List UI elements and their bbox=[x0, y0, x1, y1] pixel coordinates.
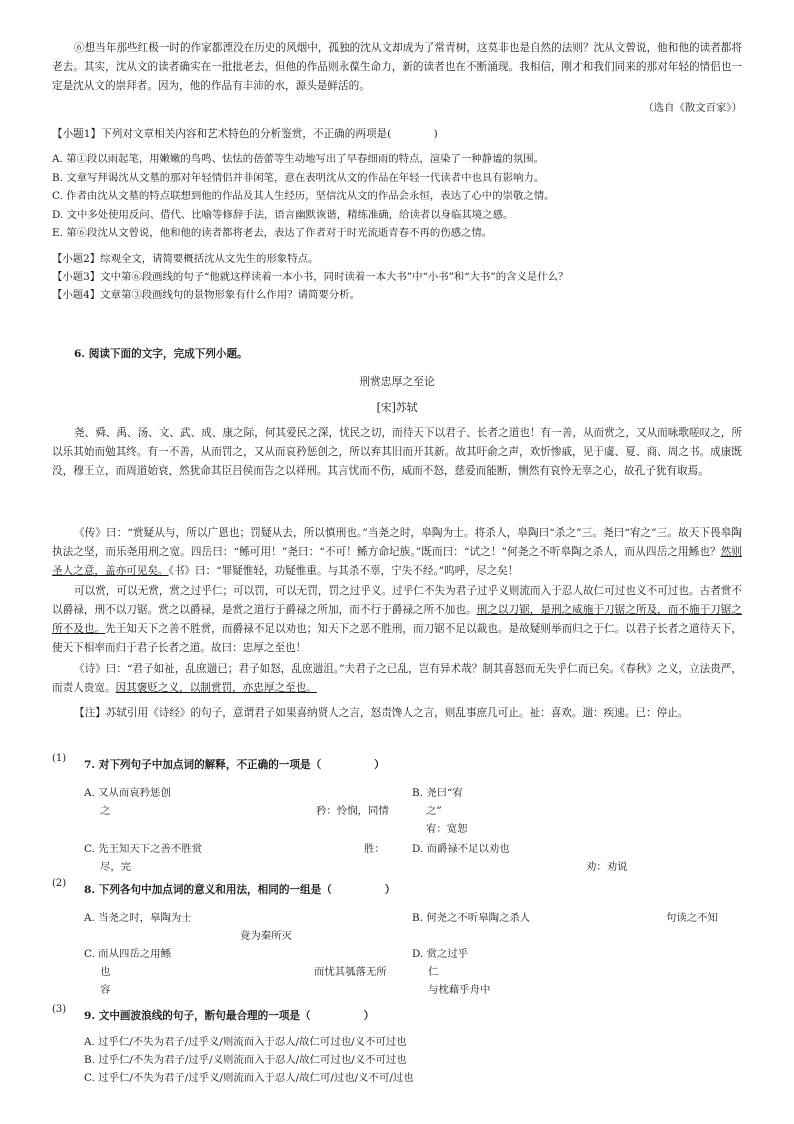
q4-stem: 【小题4】文章第③段画线句的景物形象有什么作用？请简要分析。 bbox=[52, 289, 360, 301]
q7-option-a-line2: 之 bbox=[100, 805, 111, 817]
q8-option-a[interactable]: A. 当尧之时，皋陶为士 bbox=[84, 912, 192, 924]
q8-option-c-pair: 而忧其瓠落无所 bbox=[314, 966, 387, 978]
q8-number: (2) bbox=[52, 878, 67, 889]
q7-option-a-gloss: 矜：怜悯，同情 bbox=[316, 805, 389, 817]
q1-option-d: D. 文中多处使用反问、借代、比喻等修辞手法，语言幽默诙谐，精练准确，给读者以身临其境之感。 bbox=[52, 209, 514, 221]
q8-option-a-pair: 竟为秦所灭 bbox=[240, 930, 292, 942]
q9-option-a[interactable]: A. 过乎仁/不失为君子/过乎义/则流而入于忍人/故仁可过也/义不可过也 bbox=[84, 1036, 407, 1048]
para3-underlined: 刑之以刀锯，是刑之威施于刀锯之所及，而不施于刀锯之所不及也。 bbox=[52, 604, 743, 635]
para2-underlined: 然则圣人之意，盖亦可见矣。 bbox=[52, 546, 742, 577]
q7-option-b[interactable]: B. 尧曰“宥 bbox=[412, 787, 463, 799]
q8-option-d-pair: 与枕藉乎舟中 bbox=[428, 984, 491, 996]
q9-option-c[interactable]: C. 过乎仁/不失为君子/过乎义/则流而入于忍人/故仁可/过也/义不可/过也 bbox=[84, 1072, 414, 1084]
q8-option-c[interactable]: C. 而从四岳之用鲧 bbox=[84, 948, 171, 960]
essay-note: 【注】苏轼引用《诗经》的句子，意谓君子如果喜纳贤人之言，怒责馋人之言，则乱事庶几可止。祉：喜欢。遄：疾速。已：停止。 bbox=[74, 707, 689, 719]
q1-option-c: C. 作者由沈从文墓的特点联想到他的作品及其人生经历，坚信沈从文的作品会永恒，表达了心中的崇敬之情。 bbox=[52, 190, 555, 202]
q8-option-c-line2: 也 bbox=[100, 966, 111, 978]
q7-option-b-gloss: 宥：宽恕 bbox=[426, 823, 468, 835]
q2-stem: 【小题2】综观全文，请简要概括沈从文先生的形象特点。 bbox=[52, 253, 319, 265]
q1-option-e: E. 第⑥段沈从文曾说，他和他的读者都将老去，表达了作者对于时光流逝青春不再的伤感之情。 bbox=[52, 227, 493, 239]
para4-underlined: 因其褒贬之义，以制赏罚，亦忠厚之至也。 bbox=[115, 682, 317, 694]
section6-heading: 6. 阅读下面的文字，完成下列小题。 bbox=[74, 348, 248, 360]
passage5-source: （选自《散文百家》） bbox=[643, 102, 742, 114]
para2-text-c: 《书》曰：“罪疑惟轻，功疑惟重。与其杀不辜，宁失不经。”呜呼，尽之矣！ bbox=[168, 565, 519, 577]
q9-option-b[interactable]: B. 过乎仁/不失为君子/过乎/义则流而入于忍人/故仁可过也/义不可过也 bbox=[84, 1054, 407, 1066]
q9-number: (3) bbox=[52, 1004, 67, 1015]
q1-option-a: A. 第①段以雨起笔，用嫩嫩的鸟鸣、怯怯的蓓蕾等生动地写出了早春细雨的特点，渲染了一种静谧的氛围。 bbox=[52, 153, 545, 165]
passage5-para6: ⑥想当年那些红极一时的作家都湮没在历史的风烟中，孤独的沈从文却成为了常青树，这莫非也是自然的法则？沈从文曾说，他和他的读者都将老去。其实，沈从文的读者确实在一批批老去，但他的作品则永葆生命力，新的读者也在不断涌现。我相信，刚才和我们同来的那对年轻的情侣也一定是沈从文的崇拜者。因为，他的作品有丰沛的水，源头是鲜活的。 bbox=[52, 42, 742, 92]
essay-para2 bbox=[52, 524, 742, 581]
q8-option-d[interactable]: D. 赏之过乎 bbox=[412, 948, 469, 960]
q7-option-d[interactable]: D. 而爵禄不足以劝也 bbox=[412, 843, 510, 855]
essay-author: [宋]苏轼 bbox=[376, 401, 418, 414]
q7-option-a[interactable]: A. 又从而哀矜惩创 bbox=[84, 787, 171, 799]
q8-option-c-line3: 容 bbox=[100, 984, 111, 996]
para4-text-a: 《诗》曰：“君子如祉，乱庶遄已；君子如怒，乱庶遄沮。”夫君子之已乱，岂有异术哉？制其喜怒而无失乎仁而已矣。《春秋》之义，立法贵严，而责人贵宽。 bbox=[52, 663, 742, 694]
q7-number: (1) bbox=[52, 753, 67, 764]
q7-option-c[interactable]: C. 先王知天下之善不胜赏 bbox=[84, 843, 203, 855]
essay-para1: 尧、舜、禹、汤、文、武、成、康之际，何其爱民之深，忧民之切，而待天下以君子、长者之道也！有一善，从而赏之，又从而咏歌嗟叹之，所以乐其始而勉其终。有一不善，从而罚之，又从而哀矜惩创之，所以弃其旧而开其新。故其吁俞之声，欢忻惨戚，见于虞、夏、商、周之书。成康既没，穆王立，而周道始衰，然犹命其臣吕侯而告之以祥刑。其言忧而不伤，威而不怒，慈爱而能断，恻然有哀怜无辜之心，故孔子犹有取焉。 bbox=[52, 427, 742, 477]
q7-stem: 7. 对下列句子中加点词的解释，不正确的一项是（ ） bbox=[84, 759, 385, 771]
q7-option-c-gloss: 尽，完 bbox=[100, 861, 132, 873]
q8-option-b-pair: 句读之不知 bbox=[666, 912, 718, 924]
q7-option-c-word: 胜： bbox=[364, 843, 385, 855]
essay-para4 bbox=[52, 660, 742, 698]
essay-para3 bbox=[52, 582, 742, 658]
para2-text-a: 《传》曰：“赏疑从与，所以广恩也；罚疑从去，所以慎刑也。”当尧之时，皋陶为士。将杀人，皋陶曰“杀之”三。尧曰“宥之”三。故天下畏皋陶执法之坚，而乐尧用刑之宽。四岳曰：“鲧可用！”尧曰：“不可！鲧方命圮族。”既而曰：“试之！”何尧之不听皋陶之杀人，而从四岳之用鲧也？ bbox=[52, 527, 742, 558]
q1-option-b: B. 文章写拜谒沈从文墓的那对年轻情侣并非闲笔，意在表明沈从文的作品在年轻一代读者中也具有影响力。 bbox=[52, 172, 545, 184]
q9-stem: 9. 文中画波浪线的句子，断句最合理的一项是（ ） bbox=[84, 1010, 375, 1022]
para3-text-a: 可以赏，可以无赏，赏之过乎仁；可以罚，可以无罚，罚之过乎义。过乎仁不失为君子过乎义则流而入于忍人故仁可过也义不可过也。古者赏不以爵禄，刑不以刀锯。赏之以爵禄，是赏之道行于爵禄之所加，而不行于爵禄之所不加也。 bbox=[52, 585, 742, 616]
q7-option-d-gloss: 劝：劝说 bbox=[586, 861, 628, 873]
q8-option-b[interactable]: B. 何尧之不听皋陶之杀人 bbox=[412, 912, 531, 924]
para3-text-c: 先王知天下之善不胜赏，而爵禄不足以劝也；知天下之恶不胜刑，而刀锯不足以裁也。是故疑则举而归之于仁。以君子长者之道待天下，使天下相率而归于君子长者之道。故曰：忠厚之至也！ bbox=[52, 623, 743, 654]
q1-stem: 【小题1】下列对文章相关内容和艺术特色的分析鉴赏，不正确的两项是( ) bbox=[52, 128, 438, 140]
q3-stem: 【小题3】文中第⑥段画线的句子“他就这样读着一本小书，同时读着一本大书”中“小书”和“大书”的含义是什么？ bbox=[52, 271, 569, 283]
q7-option-b-line2: 之” bbox=[426, 805, 442, 817]
q8-stem: 8. 下列各句中加点词的意义和用法，相同的一组是（ ） bbox=[84, 884, 396, 896]
essay-title: 刑赏忠厚之至论 bbox=[359, 375, 435, 388]
q8-option-d-line2: 仁 bbox=[428, 966, 439, 978]
